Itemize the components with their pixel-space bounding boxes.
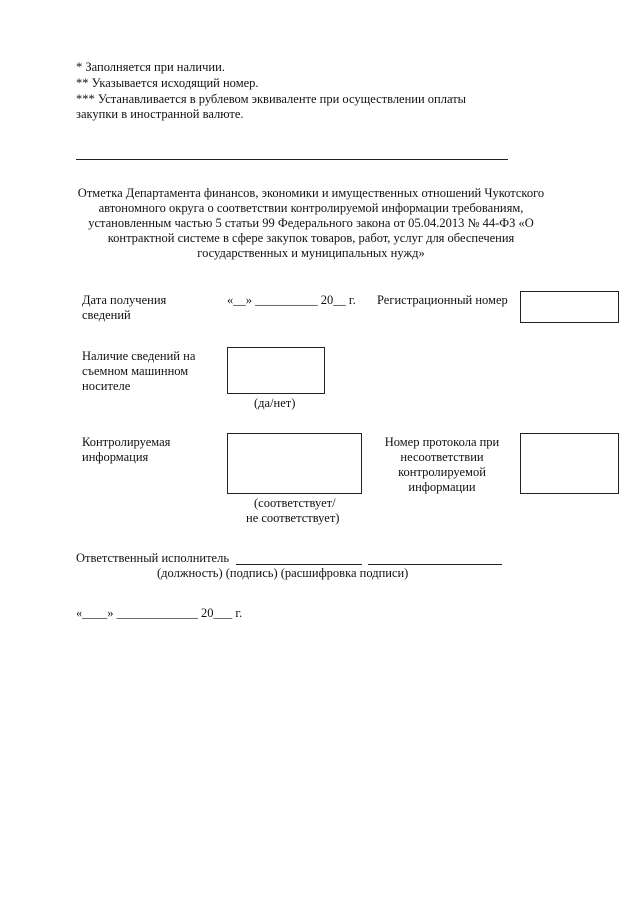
mark-heading-line-5: государственных и муниципальных нужд» <box>197 246 425 260</box>
controlled-info-caption-line-2: не соответствует) <box>246 511 340 525</box>
separator-line <box>76 159 508 160</box>
footnote-1: * Заполняется при наличии. <box>76 60 225 74</box>
protocol-label-line-3: контролируемой <box>398 465 486 479</box>
controlled-info-label-line-2: информация <box>82 450 149 464</box>
mark-heading-line-4: контрактной системе в сфере закупок товаров, работ, услуг для обеспечения <box>107 231 515 245</box>
final-date-field[interactable]: «____» _____________ 20___ г. <box>76 606 243 620</box>
footnote-3-line-2: закупки в иностранной валюте. <box>76 107 244 121</box>
footnote-3-line-1: *** Устанавливается в рублевом эквиваленте при осуществлении оплаты <box>76 92 467 106</box>
registration-number-box[interactable] <box>520 291 619 323</box>
position-signature-line[interactable] <box>236 564 362 565</box>
responsible-label: Ответственный исполнитель <box>76 551 230 565</box>
mark-heading-line-3: установленным частью 5 статьи 99 Федерального закона от 05.04.2013 № 44-ФЗ «О <box>88 216 534 230</box>
registration-number-label: Регистрационный номер <box>377 293 508 307</box>
receipt-date-label-line-2: сведений <box>82 308 131 322</box>
mark-heading-line-1: Отметка Департамента финансов, экономики и имущественных отношений Чукотского <box>77 186 545 200</box>
receipt-date-label-line-1: Дата получения <box>82 293 167 307</box>
media-label-line-1: Наличие сведений на <box>82 349 196 363</box>
mark-heading-line-2: автономного округа о соответствии контролируемой информации требованиям, <box>98 201 524 215</box>
signature-decoding-line[interactable] <box>368 564 502 565</box>
media-label-line-3: носителе <box>82 379 131 393</box>
protocol-number-box[interactable] <box>520 433 619 494</box>
protocol-label-line-1: Номер протокола при <box>384 435 500 449</box>
media-label-line-2: съемном машинном <box>82 364 189 378</box>
controlled-info-box[interactable] <box>227 433 362 494</box>
receipt-date-field[interactable]: «__» __________ 20__ г. <box>227 293 356 307</box>
controlled-info-caption-line-1: (соответствует/ <box>254 496 336 510</box>
controlled-info-label-line-1: Контролируемая <box>82 435 171 449</box>
protocol-label-line-2: несоответствии <box>400 450 484 464</box>
responsible-caption: (должность) (подпись) (расшифровка подписи) <box>157 566 409 580</box>
footnote-2: ** Указывается исходящий номер. <box>76 76 259 90</box>
media-presence-box[interactable] <box>227 347 325 394</box>
media-caption: (да/нет) <box>254 396 296 410</box>
protocol-label-line-4: информации <box>408 480 476 494</box>
